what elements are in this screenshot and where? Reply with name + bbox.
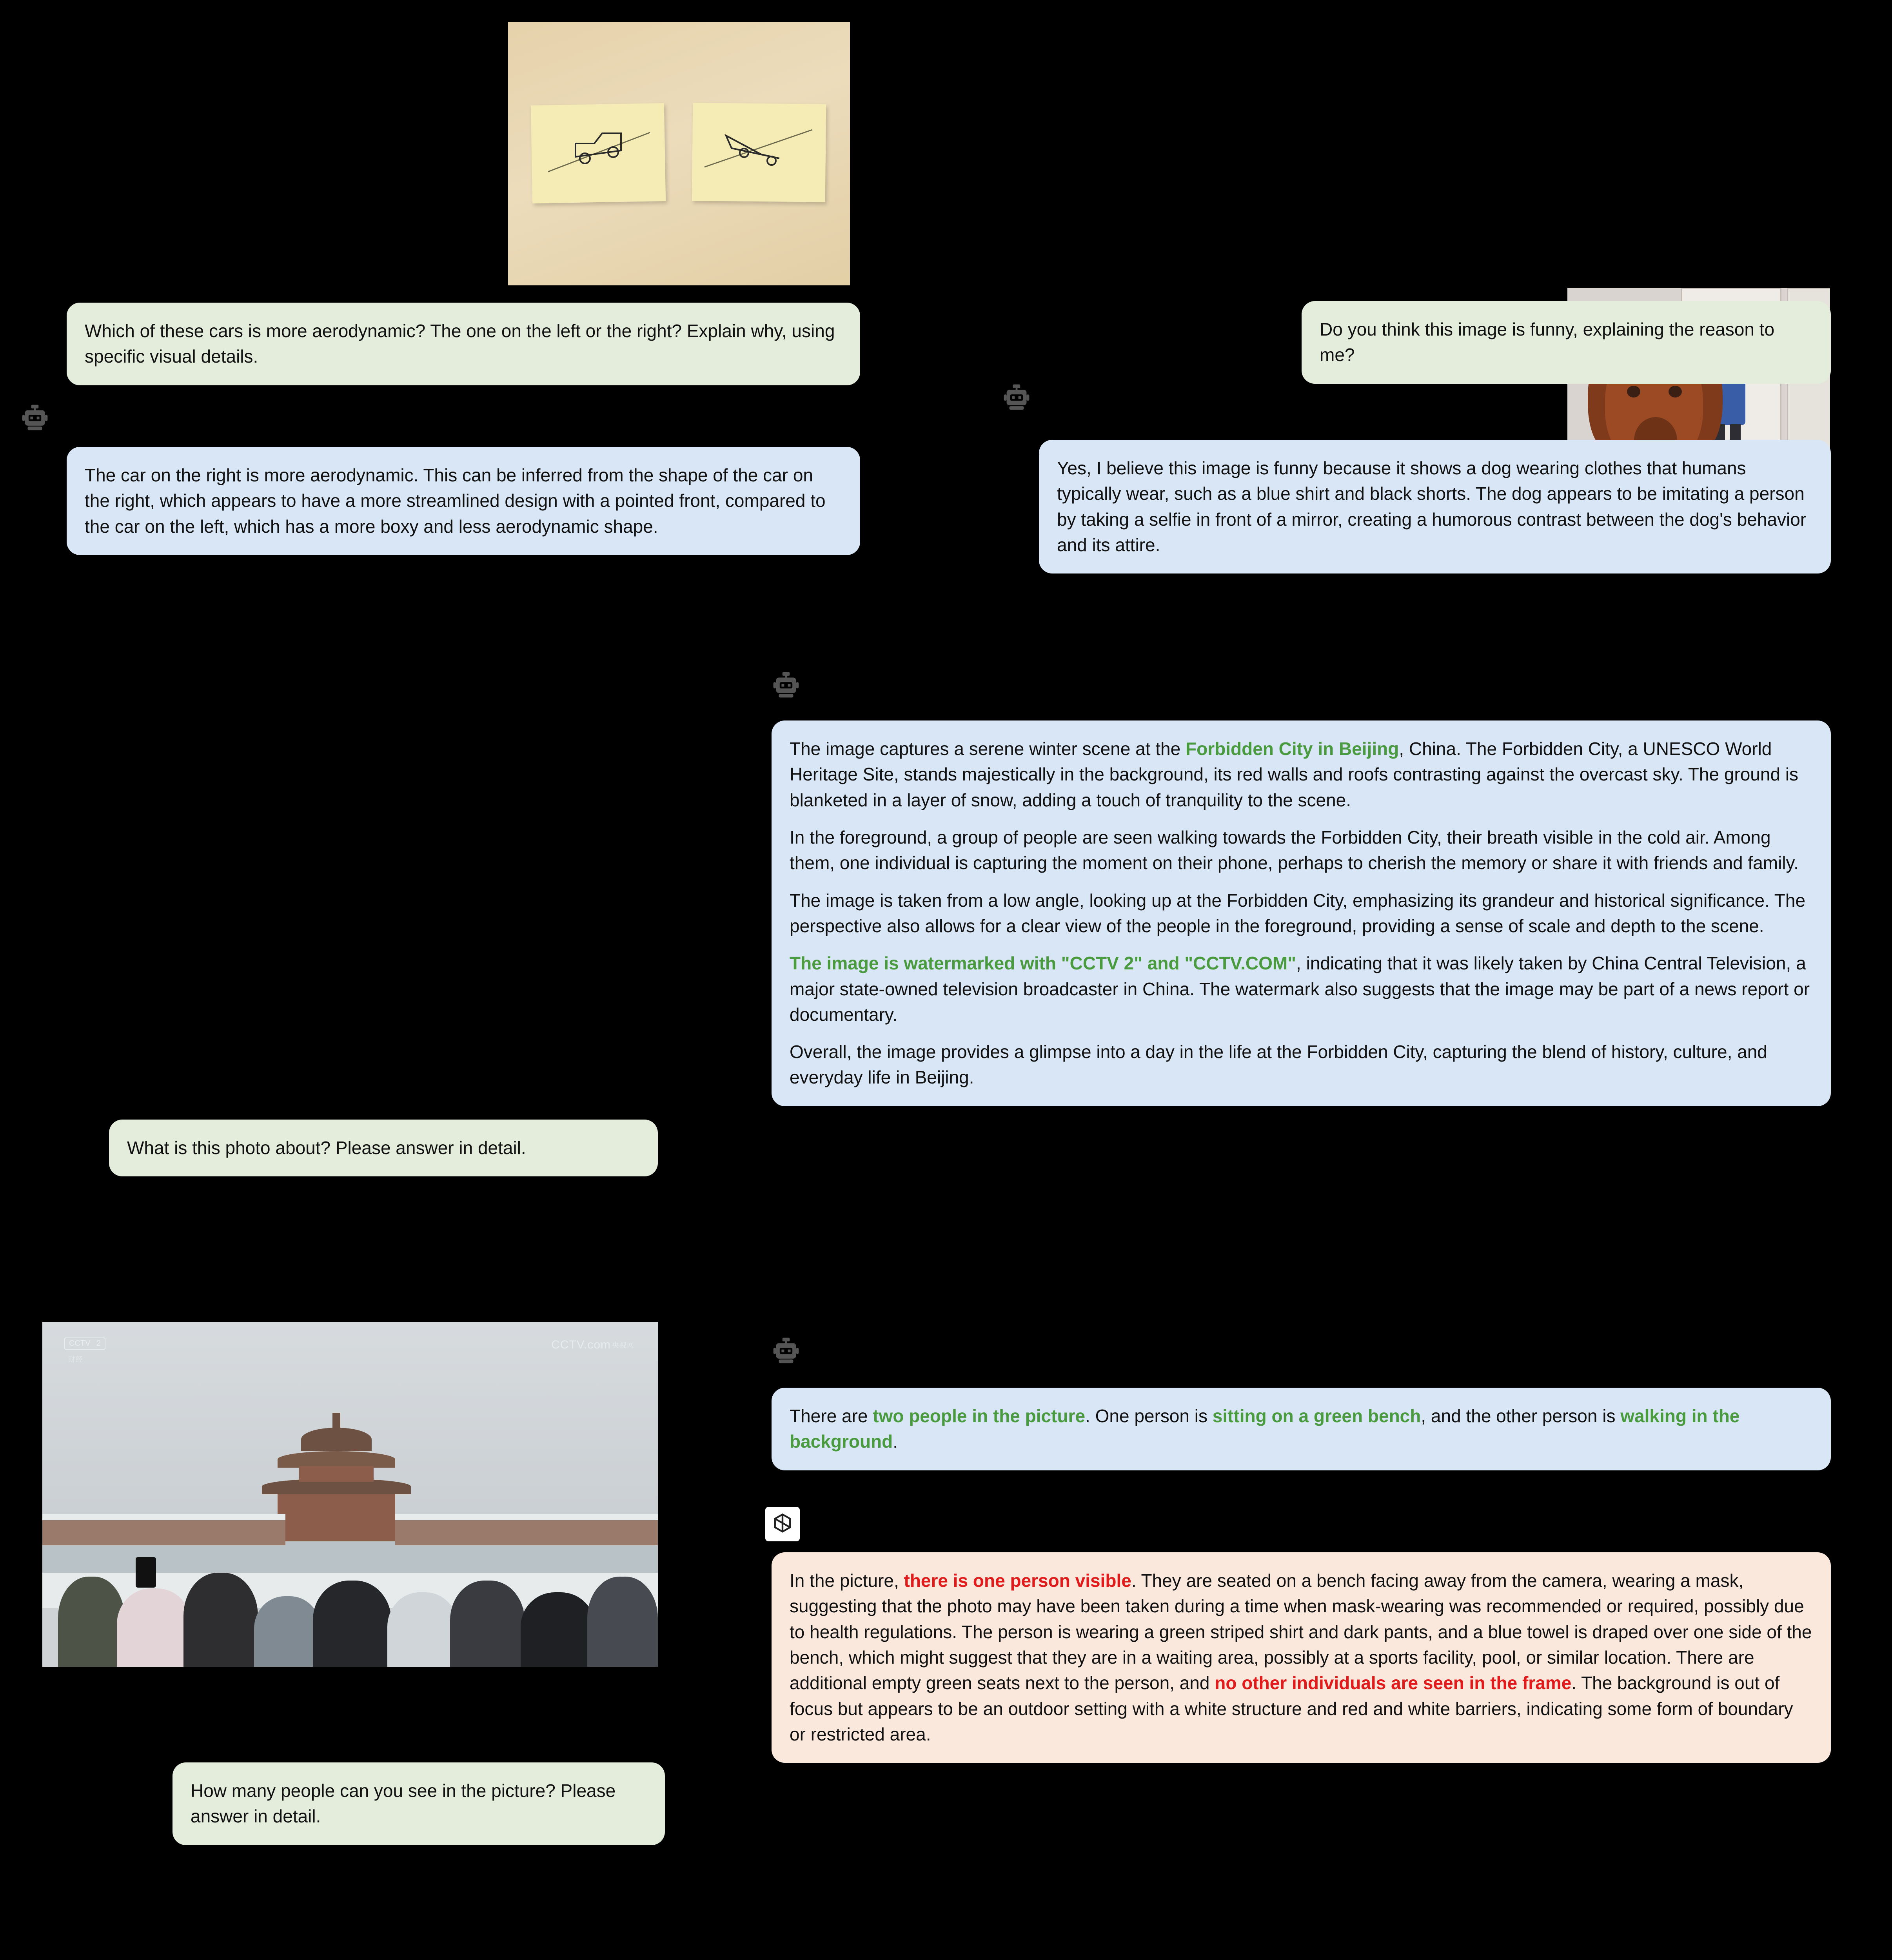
tower-base — [278, 1490, 395, 1541]
tower-upper-roof — [301, 1428, 372, 1451]
paragraph — [790, 1568, 1813, 1747]
crowd-person-5 — [313, 1581, 391, 1667]
paragraph — [790, 951, 1813, 1027]
assistant-bubble-count-people — [772, 1388, 1831, 1470]
crowd-person-1 — [58, 1577, 125, 1667]
streamlined-car-drawing — [703, 112, 816, 191]
user-message-text: Do you think this image is funny, explaining the reason to me? — [1320, 319, 1775, 365]
tower-mid-roof — [278, 1451, 395, 1468]
paragraph — [790, 1039, 1813, 1091]
text-run: Overall, the image provides a glimpse into a day in the life at the Forbidden City, capturing the blend of history, culture, and everyday life in Beijing. — [790, 1042, 1767, 1088]
assistant-avatar-icon-1 — [20, 403, 49, 432]
text-run: no other individuals are seen in the frame — [1215, 1673, 1572, 1693]
text-run: , indicating that it was likely taken by China Central Television, a major state-owned television broadcaster in China. The watermark also suggests that the image may be part of a news report or documentary. — [790, 953, 1810, 1025]
assistant-avatar-icon-3 — [772, 670, 801, 699]
dog-eye-left — [1627, 386, 1640, 397]
assistant-avatar-icon-4 — [772, 1336, 801, 1365]
text-run: In the foreground, a group of people are seen walking towards the Forbidden City, their breath visible in the cold air. Among them, one individual is capturing the moment on their phone, perhaps to cherish the memory or share it with friends and family. — [790, 827, 1799, 873]
paragraph — [790, 888, 1813, 939]
cctv-channel-watermark — [64, 1338, 105, 1350]
assistant-rich-text — [790, 736, 1813, 1091]
crowd-person-3 — [183, 1573, 258, 1667]
text-run: . — [893, 1431, 898, 1452]
assistant-rich-text — [790, 1403, 1813, 1455]
paragraph — [790, 736, 1813, 813]
openai-logo-icon — [765, 1507, 800, 1541]
assistant-bubble-aerodynamic — [67, 447, 860, 555]
tower-mid-body — [299, 1466, 374, 1482]
cctv-channel-sub-watermark: 财经 — [68, 1356, 83, 1363]
gpt-rich-text — [790, 1568, 1813, 1747]
city-wall-right — [395, 1518, 658, 1545]
assistant-avatar-icon-2 — [1002, 383, 1031, 412]
text-run: two people in the picture — [873, 1406, 1086, 1426]
user-message-text: Which of these cars is more aerodynamic? The one on the left or the right? Explain why, using specific visual details. — [85, 321, 835, 367]
text-run: The image is watermarked with "CCTV 2" and "CCTV.COM" — [790, 953, 1296, 974]
assistant-bubble-forbidden-city — [772, 720, 1831, 1106]
text-run: . The background is out of focus but appears to be an outdoor setting with a white structure and red and white barriers, indicating some form of boundary or restricted area. — [790, 1673, 1793, 1744]
user-bubble-funny-dog — [1302, 301, 1831, 384]
dog-eye-right — [1669, 386, 1682, 397]
text-run: , and the other person is — [1421, 1406, 1621, 1426]
text-run: walking in the background — [790, 1406, 1740, 1452]
snow-on-wall-right — [395, 1514, 658, 1520]
text-run: . One person is — [1085, 1406, 1213, 1426]
text-run: In the picture, — [790, 1570, 904, 1591]
assistant-bubble-funny-dog — [1039, 440, 1831, 573]
text-run: , China. The Forbidden City, a UNESCO World Heritage Site, stands majestically in the background, its red walls and roofs contrasting against the overcast sky. The ground is blanketed in a layer of snow, adding a touch of tranquility to the scene. — [790, 739, 1799, 810]
city-wall-left — [42, 1518, 285, 1545]
text-run: there is one person visible — [904, 1570, 1131, 1591]
user-bubble-forbidden-city — [109, 1120, 658, 1176]
cctv-com-sub-watermark: 央视网 — [612, 1341, 634, 1349]
paragraph — [790, 825, 1813, 876]
snow-on-wall-left — [42, 1514, 285, 1520]
crowd-person-9 — [587, 1577, 658, 1667]
tower-spire — [332, 1413, 340, 1431]
user-message-text: What is this photo about? Please answer in detail. — [127, 1138, 526, 1158]
paragraph — [790, 1403, 1813, 1455]
text-run: sitting on a green bench — [1212, 1406, 1421, 1426]
forbidden-city-image — [42, 1322, 658, 1667]
gpt-bubble-count-people — [772, 1552, 1831, 1763]
crowd-person-7 — [450, 1581, 525, 1667]
crowd-person-2 — [117, 1588, 191, 1667]
user-message-text: How many people can you see in the picture? Please answer in detail. — [191, 1780, 616, 1827]
user-bubble-count-people — [172, 1762, 665, 1845]
raised-phone — [136, 1557, 156, 1588]
text-run: The image captures a serene winter scene at the — [790, 739, 1186, 759]
sticky-notes-image — [508, 22, 850, 285]
text-run: The image is taken from a low angle, looking up at the Forbidden City, emphasizing its grandeur and historical significance. The perspective also allows for a clear view of the people in the foreground, providing a sense of scale and depth to the scene. — [790, 890, 1806, 936]
assistant-message-text: The car on the right is more aerodynamic. This can be inferred from the shape of the car on the right, which appears to have a more streamlined design with a pointed front, compared to the car on the left, which has a more boxy and less aerodynamic shape. — [85, 465, 826, 537]
cctv-channel-number: 2 — [96, 1339, 101, 1348]
assistant-message-text: Yes, I believe this image is funny because it shows a dog wearing clothes that humans typically wear, such as a blue shirt and black shorts. The dog appears to be imitating a person by taking a selfie in front of a mirror, creating a humorous contrast between the dog's behavior and its attire. — [1057, 458, 1807, 555]
cctv-text: CCTV — [69, 1339, 91, 1348]
user-bubble-aerodynamic — [67, 303, 860, 385]
text-run: There are — [790, 1406, 873, 1426]
crowd-person-4 — [254, 1596, 321, 1667]
text-run: . They are seated on a bench facing away from the camera, wearing a mask, suggesting that the photo may have been taken during a time when mask-wearing was recommended or required, possibly due to health regulations. The person is wearing a green striped shirt and dark pants, and a blue towel is draped over one side of the bench, which might suggest that they are in a waiting area, possibly at a sports facility, pool, or similar location. There are additional empty green seats next to the person, and — [790, 1570, 1812, 1693]
boxy-car-drawing — [544, 113, 654, 191]
cctv-com-watermark: CCTV.com — [551, 1338, 611, 1351]
crowd-person-8 — [521, 1592, 595, 1667]
crowd-person-6 — [387, 1592, 458, 1667]
text-run: Forbidden City in Beijing — [1186, 739, 1399, 759]
